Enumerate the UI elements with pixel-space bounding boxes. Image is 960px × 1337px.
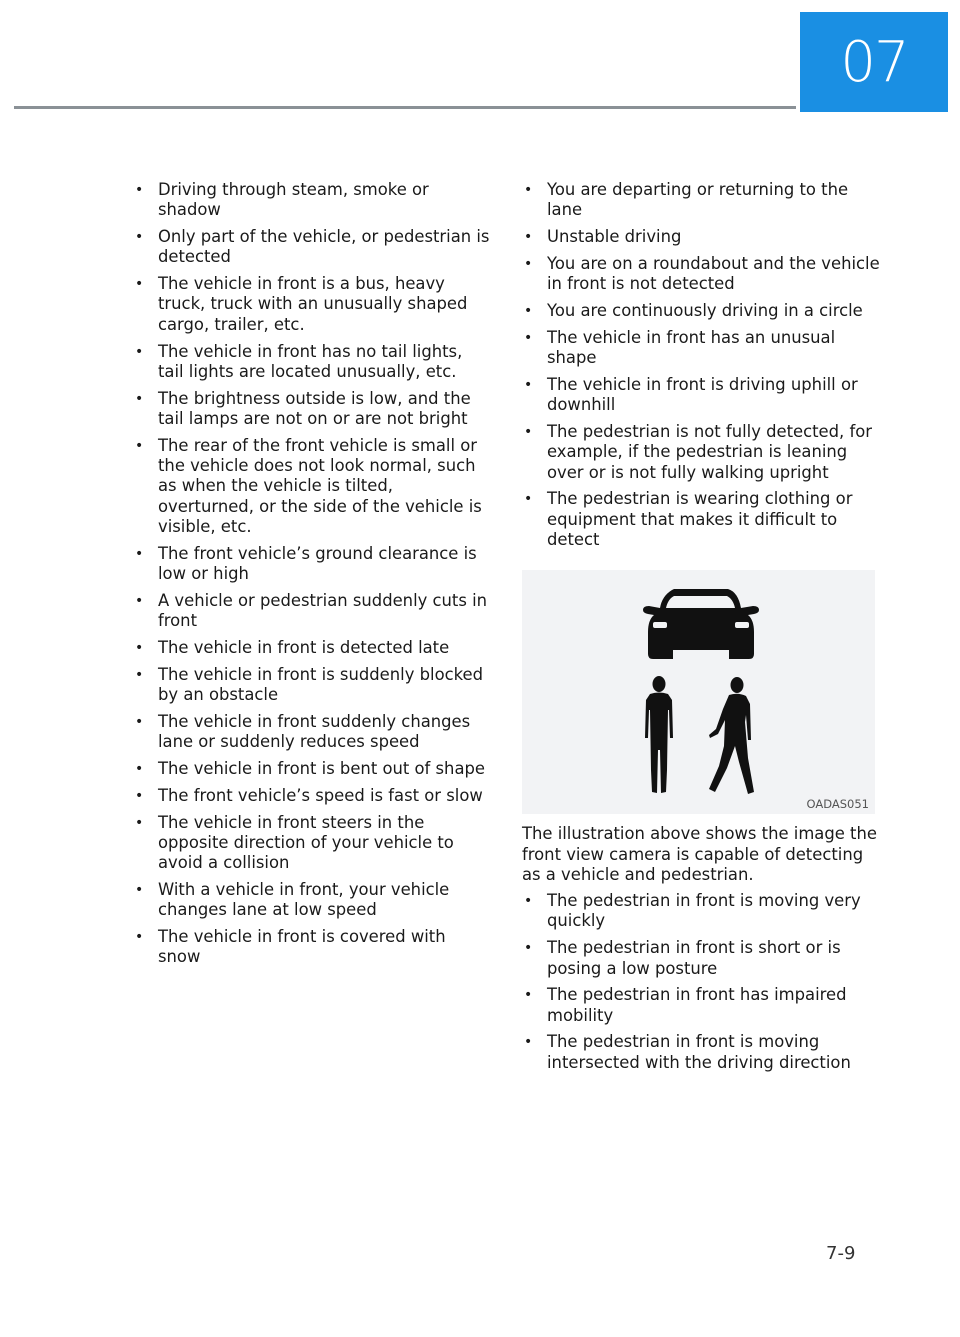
list-item: • The vehicle in front has no tail lights, tail lights are located unusually, etc. <box>133 342 493 383</box>
list-item: • The vehicle in front has an unusual shape <box>522 328 882 369</box>
illustration-vehicle-pedestrian <box>522 570 875 814</box>
list-item: • Unstable driving <box>522 227 882 247</box>
list-item: • A vehicle or pedestrian suddenly cuts in front <box>133 591 493 632</box>
list-item: • You are on a roundabout and the vehicle in front is not detected <box>522 254 882 295</box>
list-item: • The vehicle in front steers in the opposite direction of your vehicle to avoid a collision <box>133 813 493 874</box>
list-item: • The pedestrian in front is short or is posing a low posture <box>522 938 882 979</box>
list-item: • The pedestrian is not fully detected, for example, if the pedestrian is leaning over or is not fully walking upright <box>522 422 882 483</box>
list-item: • The pedestrian is wearing clothing or equipment that makes it difficult to detect <box>522 489 882 550</box>
illustration-svg <box>522 570 875 814</box>
left-column <box>133 180 493 974</box>
list-item: • The pedestrian in front is moving intersected with the driving direction <box>522 1032 882 1073</box>
page-number: 7-9 <box>826 1243 856 1264</box>
header-rule <box>14 106 796 109</box>
left-bullet-list <box>133 180 493 968</box>
right-bullet-list-bottom <box>522 891 882 1073</box>
list-item: • Only part of the vehicle, or pedestrian is detected <box>133 227 493 268</box>
list-item: • Driving through steam, smoke or shadow <box>133 180 493 221</box>
list-item: • The vehicle in front is suddenly blocked by an obstacle <box>133 665 493 706</box>
list-item: • The brightness outside is low, and the tail lamps are not on or are not bright <box>133 389 493 430</box>
car-icon <box>643 589 759 659</box>
list-item: • The rear of the front vehicle is small or the vehicle does not look normal, such as when the vehicle is tilted, overturned, or the side of the vehicle is visible, etc. <box>133 436 493 537</box>
right-column <box>522 180 882 1080</box>
list-item: • You are departing or returning to the lane <box>522 180 882 221</box>
list-item: • The vehicle in front is bent out of shape <box>133 759 493 779</box>
figure-caption: The illustration above shows the image the front view camera is capable of detecting as a vehicle and pedestrian. <box>522 824 877 884</box>
chapter-tab: 07 <box>800 12 948 112</box>
list-item: • The vehicle in front is driving uphill or downhill <box>522 375 882 416</box>
list-item: • The front vehicle’s speed is fast or slow <box>133 786 493 806</box>
list-item: • The vehicle in front is detected late <box>133 638 493 658</box>
walking-pedestrian-icon <box>709 677 754 794</box>
list-item: • The vehicle in front is covered with snow <box>133 927 493 968</box>
right-bullet-list-top <box>522 180 882 550</box>
figure-code: OADAS051 <box>806 797 869 812</box>
list-item: • The vehicle in front is a bus, heavy truck, truck with an unusually shaped cargo, trailer, etc. <box>133 274 493 335</box>
list-item: • With a vehicle in front, your vehicle changes lane at low speed <box>133 880 493 921</box>
standing-pedestrian-icon <box>645 676 673 793</box>
list-item: • The pedestrian in front is moving very quickly <box>522 891 882 932</box>
list-item: • You are continuously driving in a circle <box>522 301 882 321</box>
list-item: • The front vehicle’s ground clearance is low or high <box>133 544 493 585</box>
list-item: • The pedestrian in front has impaired mobility <box>522 985 882 1026</box>
list-item: • The vehicle in front suddenly changes lane or suddenly reduces speed <box>133 712 493 753</box>
